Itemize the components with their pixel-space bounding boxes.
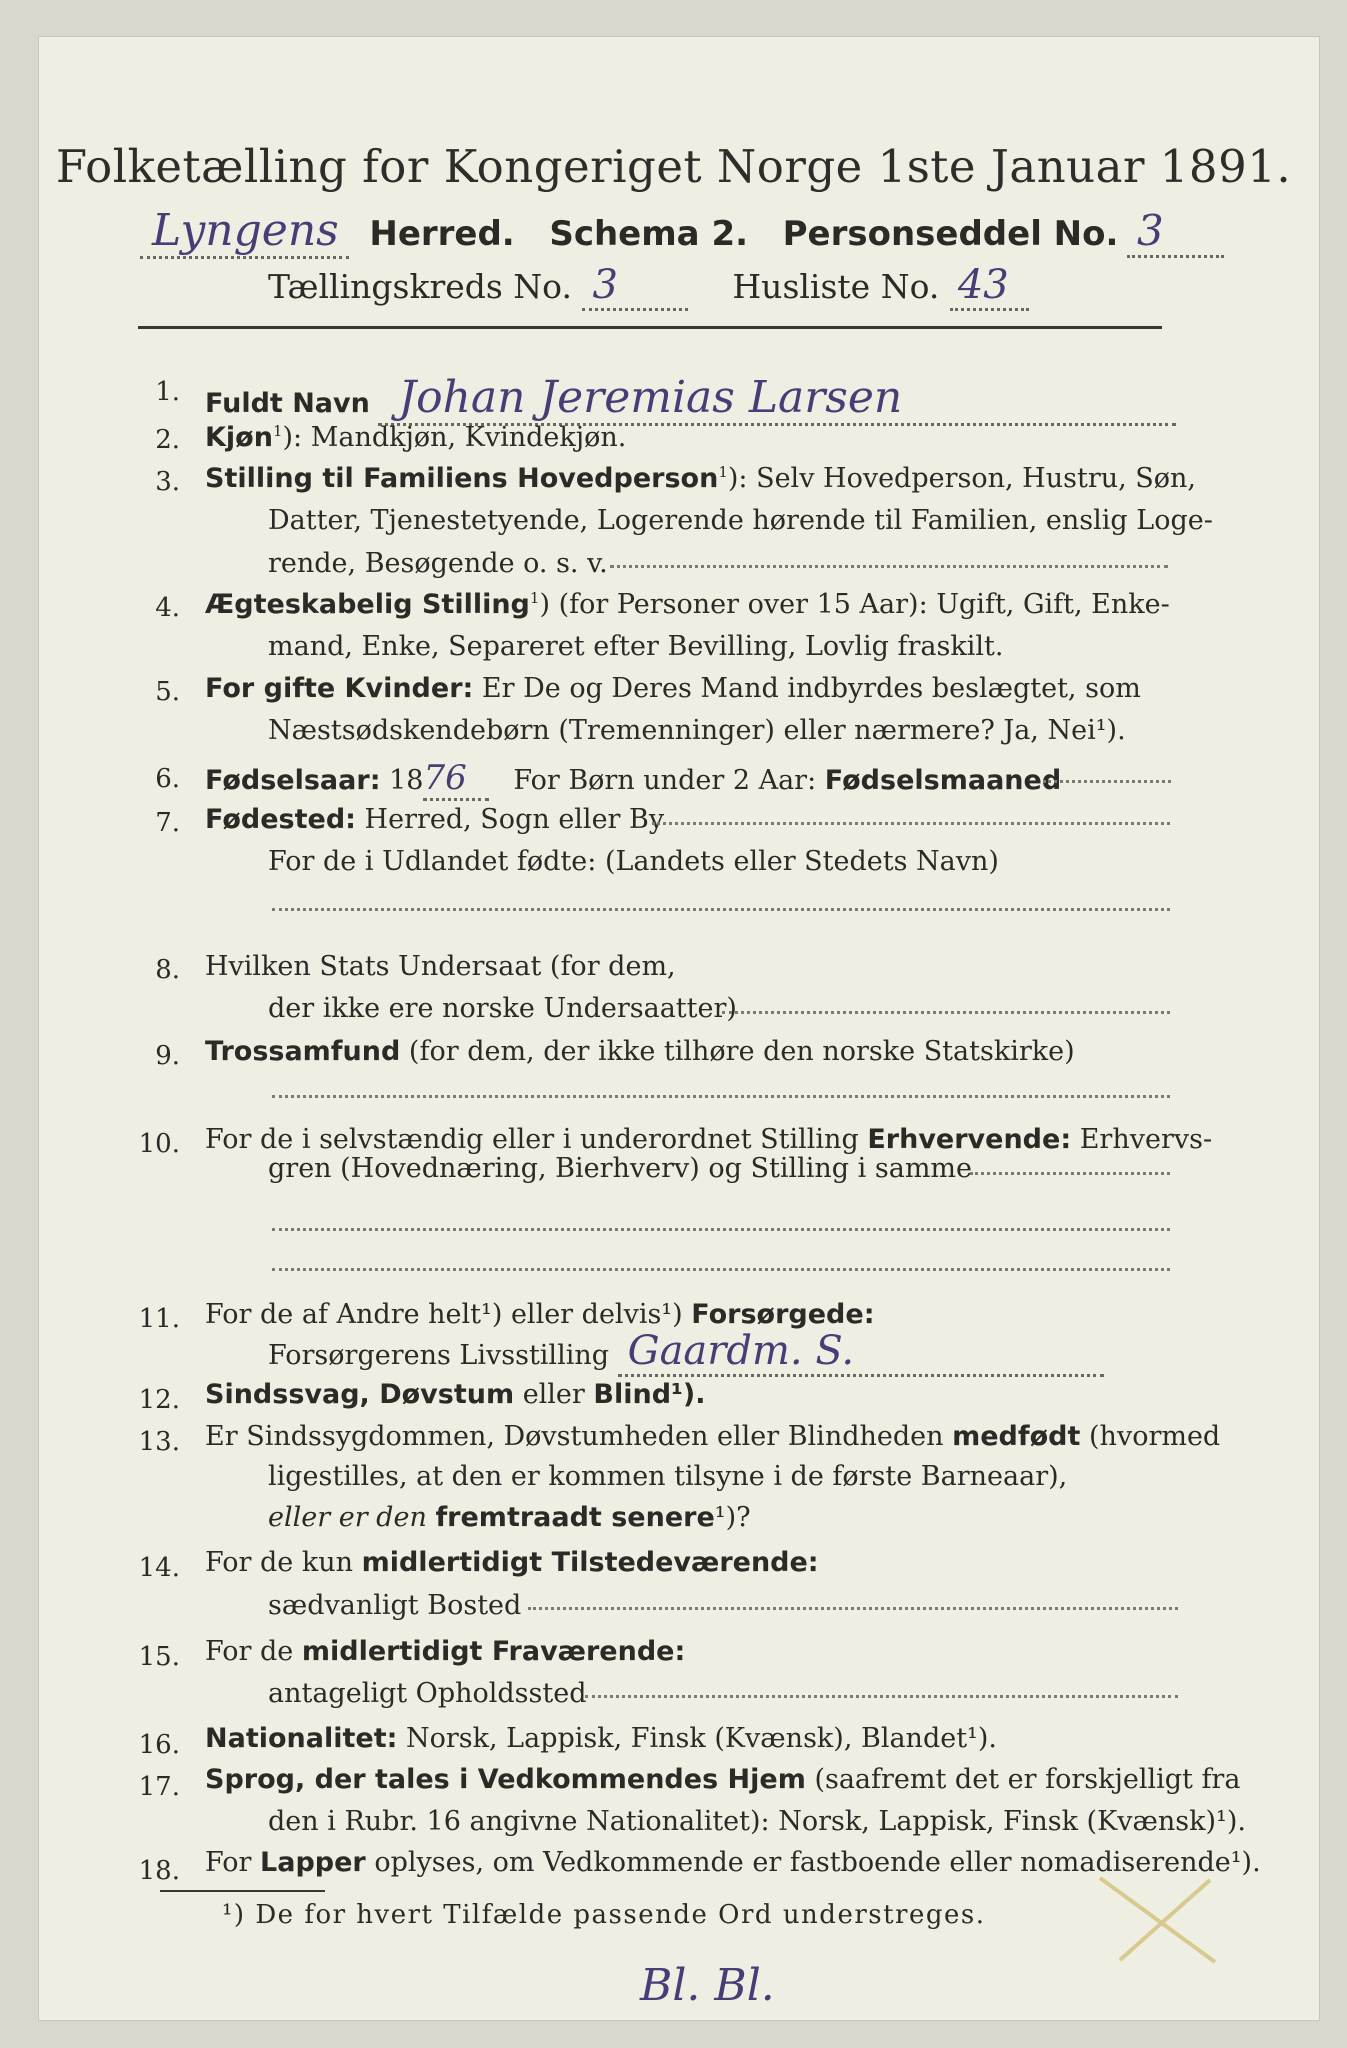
- item-number: 11.: [138, 1304, 180, 1334]
- dotted-line: [970, 1172, 1170, 1175]
- dotted-line: [528, 1607, 1178, 1610]
- kreds-value: 3: [582, 262, 687, 311]
- item-11-line2: Forsørgerens Livsstilling Gaardm. S.: [268, 1328, 1104, 1377]
- item-number: 17.: [138, 1772, 180, 1802]
- fuldt-navn-value: Johan Jeremias Larsen: [378, 372, 1176, 426]
- fodselsaar-value: 76: [423, 758, 488, 801]
- item-8-line2: der ikke ere norske Undersaatter): [268, 993, 737, 1024]
- item-13-medfodt: Er Sindssygdommen, Døvstumheden eller Blindheden medfødt (hvormed: [205, 1421, 1221, 1452]
- item-7-fodested: Fødested: Herred, Sogn eller By: [205, 804, 665, 835]
- item-16-nationalitet: Nationalitet: Norsk, Lappisk, Finsk (Kvænsk), Blandet¹).: [205, 1723, 997, 1754]
- herred-value: Lyngens: [140, 205, 349, 259]
- item-14-line2: sædvanligt Bosted: [268, 1590, 522, 1621]
- item-number: 5.: [155, 677, 180, 707]
- signature: Bl. Bl.: [640, 1960, 775, 2011]
- item-number: 6.: [155, 764, 180, 794]
- dotted-line: [272, 908, 1170, 911]
- item-number: 4.: [155, 593, 180, 623]
- item-8-undersaat: Hvilken Stats Undersaat (for dem,: [205, 951, 676, 982]
- item-13-line3: eller er den fremtraadt senere¹)?: [268, 1502, 751, 1533]
- item-12-sindssvag: Sindssvag, Døvstum eller Blind¹).: [205, 1379, 706, 1410]
- item-3-stilling: Stilling til Familiens Hovedperson$^1$): Selv Hovedperson, Hustru, Søn,: [205, 463, 1197, 494]
- dotted-line: [272, 1095, 1170, 1098]
- footnote: ¹) De for hvert Tilfælde passende Ord understreges.: [222, 1900, 986, 1930]
- item-11-forsorgede: For de af Andre helt¹) eller delvis¹) Forsørgede:: [205, 1299, 875, 1330]
- personseddel-label: Personseddel No.: [782, 214, 1119, 254]
- item-number: 8.: [155, 955, 180, 985]
- husliste-label: Husliste No.: [732, 267, 940, 306]
- forsorger-value: Gaardm. S.: [618, 1328, 1104, 1377]
- schema-label: Schema 2.: [549, 214, 749, 254]
- item-number: 14.: [138, 1553, 180, 1583]
- item-1-fuldt-navn: Fuldt Navn Johan Jeremias Larsen: [205, 372, 1176, 426]
- item-5-gifte: For gifte Kvinder: Er De og Deres Mand indbyrdes beslægtet, som: [205, 673, 1141, 704]
- husliste-value: 43: [950, 262, 1029, 311]
- item-2-kjon: Kjøn$^1$): Mandkjøn, Kvindekjøn.: [205, 422, 627, 453]
- item-10-erhverv: For de i selvstændig eller i underordnet Stilling Erhvervende: Erhvervs-: [205, 1124, 1213, 1155]
- header-divider: [138, 326, 1162, 329]
- item-3-line2: Datter, Tjenestetyende, Logerende hørende til Familien, enslig Loge-: [268, 505, 1213, 536]
- item-17-line2: den i Rubr. 16 angivne Nationalitet): Norsk, Lappisk, Finsk (Kvænsk)¹).: [268, 1806, 1246, 1837]
- item-9-trossamfund: Trossamfund (for dem, der ikke tilhøre den norske Statskirke): [205, 1036, 1075, 1067]
- item-number: 12.: [138, 1385, 180, 1415]
- item-number: 18.: [138, 1856, 180, 1886]
- item-5-line2: Næstsødskendebørn (Tremenninger) eller nærmere? Ja, Nei¹).: [268, 715, 1126, 746]
- herred-label: Herred.: [369, 214, 515, 254]
- item-10-line2: gren (Hovednæring, Bierhverv) og Stilling i samme: [268, 1153, 973, 1184]
- item-number: 16.: [138, 1730, 180, 1760]
- item-17-sprog: Sprog, der tales i Vedkommendes Hjem (saafremt det er forskjelligt fra: [205, 1764, 1241, 1795]
- dotted-line: [610, 565, 1168, 568]
- dotted-line: [1043, 780, 1171, 783]
- dotted-line: [652, 822, 1170, 825]
- dotted-line: [272, 1268, 1170, 1271]
- header-row-1: [140, 205, 1224, 259]
- item-number: 9.: [155, 1041, 180, 1071]
- dotted-line: [585, 1695, 1178, 1698]
- item-number: 10.: [138, 1129, 180, 1159]
- footnote-rule: [160, 1890, 325, 1892]
- item-4-aegteskab: Ægteskabelig Stilling$^1$) (for Personer over 15 Aar): Ugift, Gift, Enke-: [205, 589, 1170, 620]
- header-row-2: [268, 262, 1029, 311]
- item-14-tilstede: For de kun midlertidigt Tilstedeværende:: [205, 1547, 819, 1578]
- item-7-line2: For de i Udlandet fødte: (Landets eller Stedets Navn): [268, 846, 999, 877]
- item-number: 15.: [138, 1642, 180, 1672]
- item-15-line2: antageligt Opholdssted: [268, 1678, 587, 1709]
- item-4-line2: mand, Enke, Separeret efter Bevilling, Lovlig fraskilt.: [268, 631, 1004, 662]
- item-number: 3.: [155, 467, 180, 497]
- dotted-line: [272, 1228, 1170, 1231]
- kreds-label: Tællingskreds No.: [268, 267, 572, 306]
- item-3-line3: rende, Besøgende o. s. v.: [268, 548, 608, 579]
- personseddel-value: 3: [1127, 206, 1224, 258]
- item-number: 1.: [155, 377, 180, 407]
- item-number: 7.: [155, 808, 180, 838]
- item-13-line2: ligestilles, at den er kommen tilsyne i de første Barneaar),: [268, 1461, 1068, 1492]
- form-title: Folketælling for Kongeriget Norge 1ste Januar 1891.: [55, 140, 1292, 193]
- item-number: 2.: [155, 425, 180, 455]
- item-18-lapper: For Lapper oplyses, om Vedkommende er fastboende eller nomadiserende¹).: [205, 1847, 1261, 1878]
- dotted-line: [722, 1011, 1170, 1014]
- item-6-fodselsaar: Fødselsaar: 1876 For Børn under 2 Aar: Fødselsmaaned: [205, 758, 1061, 801]
- pencil-cross-mark: [1090, 1870, 1230, 1970]
- item-number: 13.: [138, 1427, 180, 1457]
- item-15-fravaerende: For de midlertidigt Fraværende:: [205, 1636, 686, 1667]
